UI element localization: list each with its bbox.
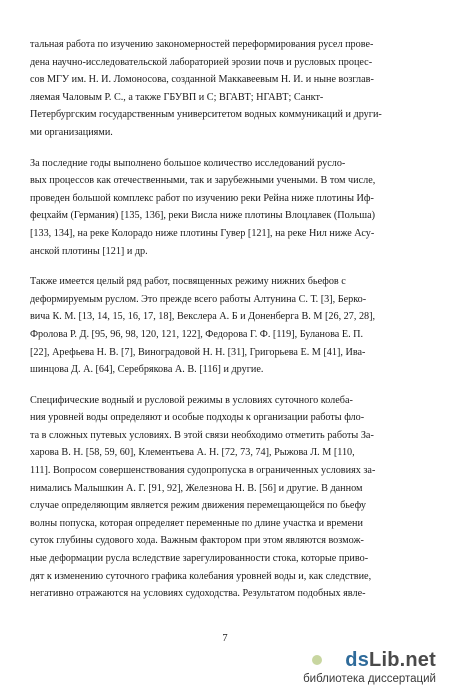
text-line: вича К. М. [13, 14, 15, 16, 17, 18], Векслера А. Б и Доненберга В. М [26, 27, 28], bbox=[30, 311, 376, 323]
text-line: Петербургским государственным университетом водных коммуникаций и други- bbox=[30, 109, 382, 121]
text-line: дят к изменению суточного графика колебания уровней воды и, как следствие, bbox=[30, 570, 372, 582]
watermark-site-name bbox=[345, 649, 436, 672]
watermark-site-suffix: Lib.net bbox=[369, 649, 436, 671]
text-line: За последние годы выполнено большое количество исследований руслo- bbox=[30, 157, 346, 169]
text-line: [22], Арефьева Н. В. [7], Виноградовой Н. Н. [31], Григорьева Е. М [41], Ива- bbox=[30, 346, 366, 358]
text-line: случае определяющим является режим движения перемещающейся по бьефу bbox=[30, 500, 367, 512]
text-line: ляемая Чаловым Р. С., а также ГБУВП и С; ВГАВТ; НГАВТ; Санкт- bbox=[30, 91, 324, 103]
paragraph-1 bbox=[30, 36, 422, 142]
text-line: негативно отражаются на условиях судоходства. Результатом подобных явле- bbox=[30, 588, 366, 600]
text-line: шинцова Д. А. [64], Серебрякова А. В. [116] и другие. bbox=[30, 364, 264, 376]
text-line: анской плотины [121] и др. bbox=[30, 245, 148, 257]
text-line: ные деформации русла вследствие зарегулированности стока, которые приво- bbox=[30, 553, 369, 565]
paragraph-gap bbox=[30, 379, 422, 392]
text-line: Специфические водный и русловой режимы в условиях суточного колеба- bbox=[30, 394, 353, 406]
text-line: фецхайм (Германия) [135, 136], реки Висла ниже плотины Влоцлавек (Польша) bbox=[30, 210, 376, 222]
text-line: Также имеется целый ряд работ, посвященных режиму нижних бьефов с bbox=[30, 276, 346, 288]
text-line: тальная работа по изучению закономерностей переформирования русел прове- bbox=[30, 39, 374, 50]
text-line: волны попуска, которая определяет переменные по длине участка и времени bbox=[30, 517, 363, 529]
text-line: нимались Малышкин А. Г. [91, 92], Железнова Н. В. [56] и другие. В данном bbox=[30, 482, 363, 494]
page-number: 7 bbox=[222, 633, 228, 644]
paragraph-gap bbox=[30, 260, 422, 273]
text-line: Фролова Р. Д. [95, 96, 98, 120, 121, 122], Федорова Г. Ф. [119], Буланова Е. П. bbox=[30, 328, 364, 340]
paragraph-4 bbox=[30, 392, 422, 603]
text-line: [133, 134], на реке Колорадо ниже плотины Гувер [121], на реке Нил ниже Асу- bbox=[30, 227, 375, 239]
watermark-caption: библиотека диссертаций bbox=[303, 673, 436, 685]
text-line: сов МГУ им. Н. И. Ломоносова, созданной Маккавеевым Н. И. и ныне возглав- bbox=[30, 74, 374, 86]
paragraph-3 bbox=[30, 273, 422, 379]
text-line: ми организациями. bbox=[30, 126, 113, 138]
site-watermark bbox=[240, 649, 440, 685]
text-line: суток глубины судового хода. Важным фактором при этом являются возмож- bbox=[30, 535, 364, 547]
paragraph-2 bbox=[30, 155, 422, 261]
text-line: вых процессов как отечественными, так и зарубежными учеными. В том числе, bbox=[30, 175, 376, 187]
text-line: проведен большой комплекс работ по изучению реки Рейна ниже плотины Иф- bbox=[30, 192, 374, 204]
document-page bbox=[30, 36, 422, 603]
text-line: ния уровней воды определяют и особые подходы к организации работы фло- bbox=[30, 412, 365, 424]
text-line: 111]. Вопросом совершенствования судопропуска в ограниченных условиях за- bbox=[30, 465, 376, 477]
logo-mark-icon bbox=[312, 655, 322, 665]
watermark-site-prefix: ds bbox=[345, 649, 370, 671]
paragraph-gap bbox=[30, 142, 422, 155]
text-line: деформируемым руслом. Это прежде всего работы Алтунина С. Т. [3], Берко- bbox=[30, 293, 367, 305]
text-line: харова В. Н. [58, 59, 60], Клементьева А. Н. [72, 73, 74], Рыжова Л. М [110, bbox=[30, 447, 355, 459]
text-line: дена научно-исследовательской лабораторией эрозии почв и русловых процес- bbox=[30, 56, 373, 68]
text-line: та в сложных путевых условиях. В этой связи необходимо отметить работы За- bbox=[30, 429, 374, 441]
